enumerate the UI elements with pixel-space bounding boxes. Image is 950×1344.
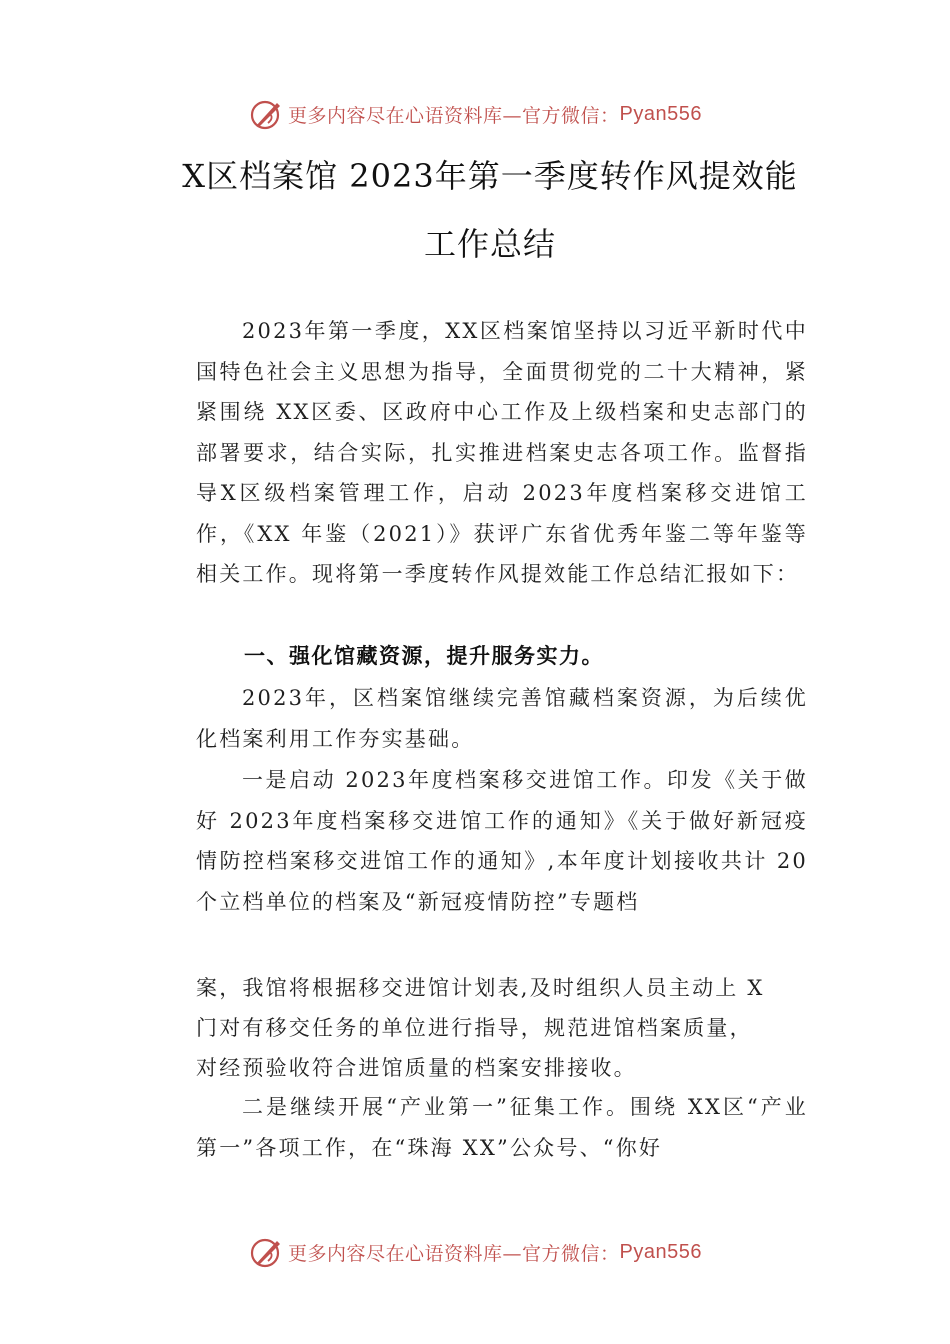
title-line-2: 工作总结 [423, 225, 556, 263]
section-heading-1: 一、强化馆藏资源，提升服务实力。 [244, 644, 604, 668]
intro-paragraph: 2023年第一季度，XX区档案馆坚持以习近平新时代中国特色社会主义思想为指导，全面贯彻党的二十大精神，紧紧围绕 XX区委、区政府中心工作及上级档案和史志部门的部署要求，结合实际，扎实推进档案史志各项工作。监督指导X区级档案管理工作，启动 2023年度档案移交进馆工作，《XX 年鉴（2021）》获评广东省优秀年鉴二等年鉴等相关工作。现将第一季度转作风提效能工作总结汇报如下： [196, 319, 808, 586]
document-title [120, 142, 860, 278]
pen-logo-icon [248, 96, 284, 132]
paragraph-3: 二是继续开展“产业第一”征集工作。围绕 XX区“产业第一”各项工作，在“珠海 XX”公众号、“你好 [196, 1095, 808, 1160]
banner-wechat-id: Pyan556 [619, 102, 702, 125]
header-banner [0, 94, 950, 134]
paragraph-2-line-b: 案，我馆将根据移交进馆计划表,及时组织人员主动上 X [196, 976, 765, 1000]
paragraph-2: 一是启动 2023年度档案移交进馆工作。印发《关于做好 2023年度档案移交进馆工作的通知》《关于做好新冠疫情防控档案移交进馆工作的通知》,本年度计划接收共计 20 个立档单位的档案及“新冠疫情防控”专题档 [196, 768, 808, 914]
footer-banner [0, 1232, 950, 1272]
banner-text: 更多内容尽在心语资料库—官方微信： [288, 104, 620, 127]
title-line-1: X区档案馆 2023年第一季度转作风提效能 [182, 157, 798, 195]
paragraph-1: 2023年，区档案馆继续完善馆藏档案资源，为后续优化档案利用工作夯实基础。 [196, 686, 808, 751]
paragraph-2-line-c: 门对有移交任务的单位进行指导，规范进馆档案质量， [196, 1016, 753, 1040]
paragraph-2-line-d: 对经预验收符合进馆质量的档案安排接收。 [196, 1056, 637, 1080]
pen-logo-icon [248, 1234, 284, 1270]
banner-wechat-id: Pyan556 [619, 1240, 702, 1263]
banner-text: 更多内容尽在心语资料库—官方微信： [288, 1242, 620, 1265]
